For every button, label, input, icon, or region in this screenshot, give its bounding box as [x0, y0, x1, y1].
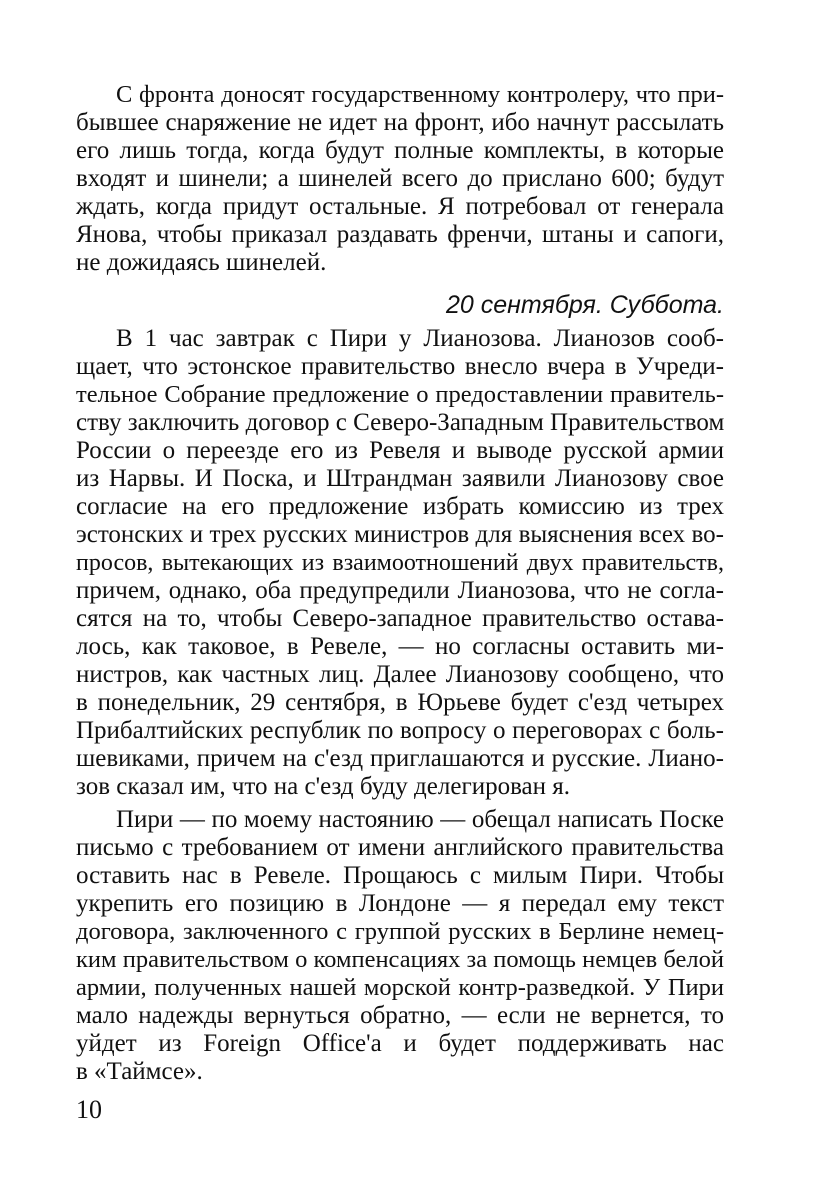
text-line: просов, вытекающих из взаимоотношений двух правительств,	[76, 550, 724, 576]
text-line: ству заключить договор с Северо-Западным Правительством	[76, 409, 725, 436]
text-line: согласие на его предложение избрать комиссию из трех	[76, 493, 724, 520]
text-line: ким правительством о компенсациях за помощь немцев белой	[76, 946, 724, 973]
text-line: эстонских и трех русских министров для выяснения всех во-	[76, 521, 724, 548]
text-line: причем, однако, оба предупредили Лианозова, что не согла-	[76, 577, 724, 604]
text-line: щает, что эстонское правительство внесло вчера в Учреди-	[76, 353, 724, 380]
text-line: письмо с требованием от имени английского правительства	[76, 834, 724, 861]
text-line: В 1 час завтрак с Пири у Лианозова. Лианозов сооб-	[116, 325, 724, 352]
text-line: Пири — по моему настоянию — обещал написать Поске	[116, 806, 724, 833]
text-line: мало надежды вернуться обратно, — если не вернется, то	[76, 1002, 724, 1029]
text-line: входят и шинели; а шинелей всего до прислано 600; будут	[76, 165, 724, 192]
text-line: уйдет из Foreign Office'а и будет поддерживать нас	[76, 1030, 724, 1057]
text-line: России о переезде его из Ревеля и выводе русской армии	[76, 437, 724, 464]
text-line: нистров, как частных лиц. Далее Лианозову сообщено, что	[76, 661, 724, 688]
text-line: в понедельник, 29 сентября, в Юрьеве будет с'езд четырех	[76, 689, 724, 716]
text-line: укрепить его позицию в Лондоне — я передал ему текст	[76, 890, 724, 917]
text-line: тельное Собрание предложение о предоставлении правитель-	[76, 381, 724, 408]
text-line: армии, полученных нашей морской контр-разведкой. У Пири	[76, 974, 724, 1001]
text-line: сятся на то, чтобы Северо-западное правительство остава-	[76, 605, 724, 632]
text-line: зов сказал им, что на с'езд буду делегирован я.	[76, 773, 571, 800]
text-line: из Нарвы. И Поска, и Штрандман заявили Лианозову свое	[76, 465, 724, 492]
text-line: бывшее снаряжение не идет на фронт, ибо начнут рассылать	[76, 109, 724, 136]
text-line: Прибалтийских республик по вопросу о переговорах с боль-	[76, 717, 724, 744]
text-line: Янова, чтобы приказал раздавать френчи, штаны и сапоги,	[76, 221, 724, 248]
page-number: 10	[76, 1095, 102, 1124]
text-line: не дожидаясь шинелей.	[76, 249, 327, 276]
text-line: С фронта доносят государственному контролеру, что при-	[116, 81, 724, 108]
text-line: оставить нас в Ревеле. Прощаюсь с милым Пири. Чтобы	[76, 862, 724, 889]
text-line: его лишь тогда, когда будут полные комплекты, в которые	[76, 137, 724, 164]
date-heading: 20 сентября. Суббота.	[446, 291, 724, 319]
text-line: ждать, когда придут остальные. Я потребовал от генерала	[76, 193, 724, 220]
text-line: в «Таймсе».	[76, 1058, 203, 1085]
text-line: договора, заключенного с группой русских в Берлине немец-	[76, 918, 724, 945]
text-line: лось, как таковое, в Ревеле, — но согласны оставить ми-	[76, 633, 724, 660]
text-line: шевиками, причем на с'езд приглашаются и русские. Лиано-	[76, 745, 724, 772]
